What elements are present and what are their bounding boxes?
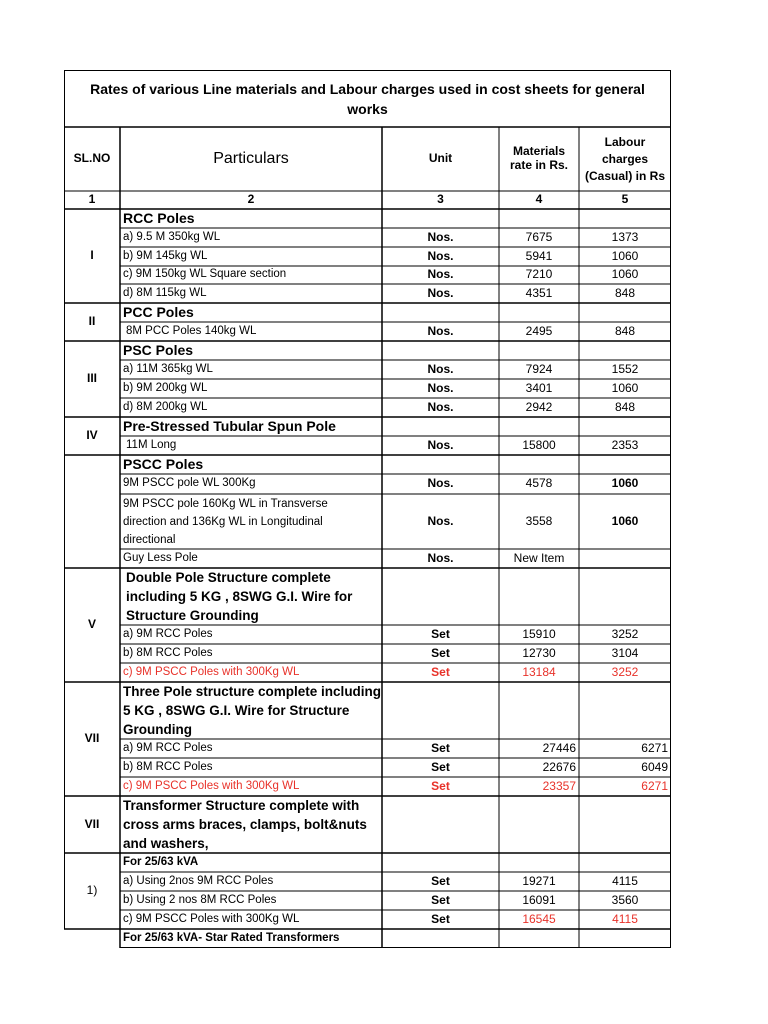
header-slno: SL.NO (73, 151, 111, 166)
row-particulars: 11M Long (126, 438, 177, 451)
row-labour-charges: 848 (614, 323, 636, 338)
row-materials-rate: 3401 (525, 380, 553, 395)
column-number-2: 2 (247, 192, 255, 207)
row-materials-rate: 22676 (542, 759, 576, 774)
row-unit: Set (431, 911, 450, 926)
row-materials-rate: 13184 (522, 664, 556, 679)
row-materials-rate: 3558 (525, 513, 553, 528)
section-number: IV (86, 428, 98, 443)
column-number-5: 5 (621, 192, 629, 207)
row-labour-charges: 6271 (641, 740, 668, 755)
row-particulars: 9M PSCC pole WL 300Kg (123, 477, 256, 490)
row-particulars: a) 11M 365kg WL (123, 362, 213, 375)
header-unit: Unit (428, 151, 453, 166)
row-unit: Set (431, 740, 450, 755)
row-materials-rate: 7210 (525, 267, 553, 282)
row-unit: Set (431, 892, 450, 907)
row-unit: Nos. (427, 513, 454, 528)
row-particulars: b) 9M 145kg WL (123, 249, 208, 262)
section-number: VII (84, 731, 100, 746)
row-labour-charges: 4115 (612, 911, 638, 926)
row-labour-charges: 848 (614, 399, 636, 414)
row-particulars: d) 8M 115kg WL (123, 286, 207, 299)
row-labour-charges: 6271 (641, 778, 668, 793)
row-particulars: a) Using 2nos 9M RCC Poles (123, 874, 274, 887)
row-unit: Set (431, 664, 450, 679)
row-unit: Nos. (427, 323, 454, 338)
row-materials-rate: 4578 (525, 476, 553, 491)
section-title: RCC Poles (123, 210, 195, 227)
row-unit: Nos. (427, 437, 454, 452)
row-materials-rate: 16545 (522, 911, 556, 926)
section-title: Transformer Structure complete with cross arms braces, clamps, bolt&nuts and washers, (123, 798, 367, 851)
row-particulars: Guy Less Pole (123, 551, 198, 564)
row-materials-rate: 23357 (542, 778, 576, 793)
section-number: I (90, 248, 94, 263)
row-labour-charges: 1060 (611, 248, 639, 263)
row-unit: Nos. (427, 476, 454, 491)
row-labour-charges: 4115 (612, 873, 638, 888)
subsection-number: 1) (86, 883, 98, 898)
sheet-title: Rates of various Line materials and Labour charges used in cost sheets for general works (90, 80, 645, 117)
subsection-title: For 25/63 kVA (123, 855, 199, 868)
row-particulars: a) 9.5 M 350kg WL (123, 230, 221, 243)
column-number-3: 3 (437, 192, 444, 207)
row-unit: Set (431, 626, 450, 641)
section-title: PCC Poles (123, 304, 194, 321)
row-unit: Nos. (427, 550, 454, 565)
row-materials-rate: 7675 (525, 229, 553, 244)
row-materials-rate: 4351 (525, 285, 553, 300)
row-labour-charges: 1060 (611, 476, 639, 491)
section-number: III (86, 371, 97, 386)
row-materials-rate: New Item (513, 550, 565, 565)
section-number: V (87, 617, 96, 632)
row-particulars: b) 8M RCC Poles (123, 760, 213, 773)
row-unit: Nos. (427, 229, 454, 244)
row-particulars: c) 9M PSCC Poles with 300Kg WL (123, 912, 300, 925)
row-labour-charges: 3104 (611, 645, 639, 660)
header-materials-rate: Materials rate in Rs. (509, 144, 569, 172)
row-materials-rate: 15910 (522, 626, 556, 641)
section-number: II (88, 314, 96, 329)
row-unit: Nos. (427, 399, 454, 414)
row-labour-charges: 3252 (611, 664, 639, 679)
section-number: VII (84, 816, 100, 831)
row-particulars: c) 9M PSCC Poles with 300Kg WL (123, 779, 300, 792)
row-particulars: b) 9M 200kg WL (123, 381, 208, 394)
row-labour-charges (579, 549, 671, 568)
row-particulars: c) 9M PSCC Poles with 300Kg WL (123, 665, 300, 678)
row-labour-charges: 6049 (641, 759, 668, 774)
row-particulars: 8M PCC Poles 140kg WL (126, 324, 257, 337)
row-materials-rate: 19271 (522, 873, 556, 888)
row-particulars: b) 8M RCC Poles (123, 646, 213, 659)
row-materials-rate: 15800 (522, 437, 556, 452)
row-labour-charges: 1060 (611, 267, 639, 282)
row-labour-charges: 1060 (611, 513, 639, 528)
row-particulars: d) 8M 200kg WL (123, 400, 208, 413)
row-labour-charges: 1060 (611, 380, 639, 395)
rates-table (64, 70, 671, 948)
row-labour-charges: 1373 (611, 229, 639, 244)
row-materials-rate: 27446 (542, 740, 576, 755)
row-particulars: a) 9M RCC Poles (123, 741, 213, 754)
section-title: Pre-Stressed Tubular Spun Pole (123, 418, 336, 435)
row-materials-rate: 2495 (525, 323, 553, 338)
row-unit: Set (431, 645, 450, 660)
row-unit: Nos. (427, 380, 454, 395)
row-unit: Nos. (427, 248, 454, 263)
header-labour-charges: Labour charges (Casual) in Rs (584, 134, 665, 183)
row-particulars: c) 9M 150kg WL Square section (123, 268, 287, 281)
row-labour-charges: 3252 (611, 626, 639, 641)
row-unit: Nos. (427, 267, 454, 282)
section-title: Double Pole Structure complete including 5 KG , 8SWG G.I. Wire for Structure Grounding (126, 570, 353, 623)
row-unit: Set (431, 778, 450, 793)
row-materials-rate: 5941 (525, 248, 553, 263)
column-number-1: 1 (88, 192, 96, 207)
row-materials-rate: 2942 (525, 399, 553, 414)
header-particulars: Particulars (213, 149, 289, 167)
row-particulars: 9M PSCC pole 160Kg WL in Transverse direction and 136Kg WL in Longitudinal directional (123, 497, 328, 546)
row-labour-charges: 2353 (611, 437, 639, 452)
section-title: PSC Poles (123, 342, 194, 359)
row-unit: Set (431, 873, 450, 888)
column-number-4: 4 (535, 192, 543, 207)
row-materials-rate: 16091 (522, 892, 556, 907)
row-materials-rate: 7924 (525, 361, 553, 376)
row-labour-charges: 3560 (611, 892, 639, 907)
row-materials-rate: 12730 (522, 645, 556, 660)
section-title: Three Pole structure complete including 5 KG , 8SWG G.I. Wire for Structure Grounding (123, 684, 382, 737)
row-unit: Set (431, 759, 450, 774)
row-unit: Nos. (427, 361, 454, 376)
subsection-title: For 25/63 kVA- Star Rated Transformers (123, 931, 340, 944)
row-particulars: a) 9M RCC Poles (123, 627, 213, 640)
section-title: PSCC Poles (123, 456, 204, 473)
row-unit: Nos. (427, 285, 454, 300)
row-labour-charges: 848 (614, 285, 636, 300)
row-labour-charges: 1552 (611, 361, 639, 376)
row-particulars: b) Using 2 nos 8M RCC Poles (123, 893, 277, 906)
